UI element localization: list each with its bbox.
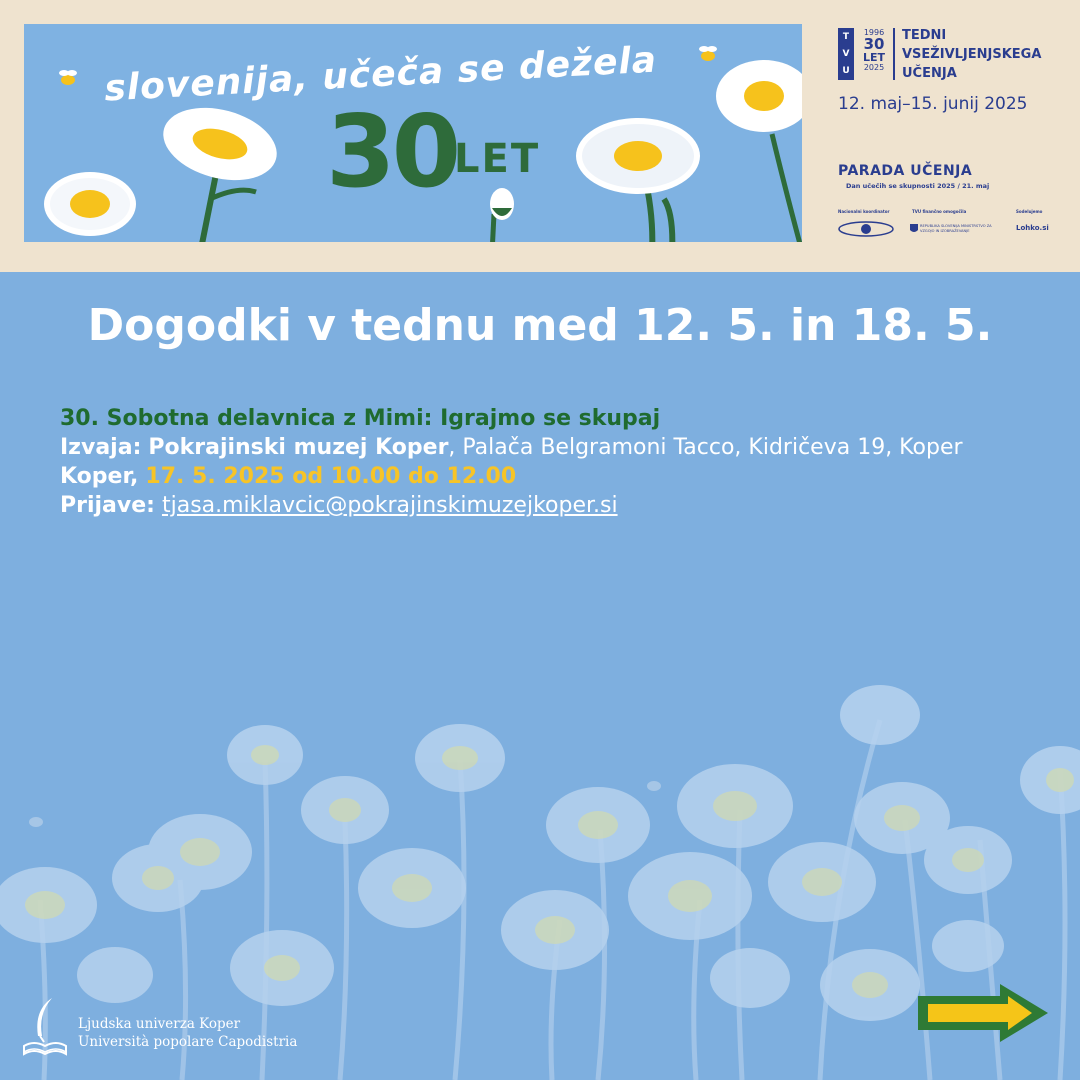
ministry-text: REPUBLIKA SLOVENIJA MINISTRSTVO ZA VZGOJO IN IZOBRAŽEVANJE bbox=[920, 224, 992, 233]
event-location: , Palača Belgramoni Tacco, Kidričeva 19, Koper bbox=[448, 435, 963, 460]
slovenia-coat-of-arms-icon bbox=[910, 224, 918, 234]
hero-slogan: slovenija, učeča se dežela bbox=[103, 39, 659, 110]
campaign-title: TEDNI VSEŽIVLJENJSKEGA UČENJA bbox=[902, 28, 1042, 81]
parada-title: PARADA UČENJA bbox=[838, 163, 973, 179]
coordinator-logo-icon bbox=[836, 218, 896, 240]
organization-name bbox=[78, 1015, 297, 1051]
event-organizer-line bbox=[60, 433, 1050, 462]
event-title: 30. Sobotna delavnica z Mimi: Igrajmo se skupaj bbox=[60, 406, 661, 431]
organizer-name: Pokrajinski muzej Koper bbox=[148, 435, 449, 460]
logo-divider bbox=[893, 28, 895, 80]
organizer-label: Izvaja: bbox=[60, 435, 142, 460]
event-datetime: 17. 5. 2025 od 10.00 do 12.00 bbox=[145, 464, 517, 489]
page-title: Dogodki v tednu med 12. 5. in 18. 5. bbox=[87, 300, 993, 351]
funding-label: TVU finančno omogočila bbox=[912, 209, 967, 214]
registration-email-link[interactable]: tjasa.miklavcic@pokrajinskimuzejkoper.si bbox=[161, 493, 618, 518]
tvu-letters: T V U bbox=[838, 28, 854, 80]
parada-subtitle: Dan učečih se skupnosti 2025 / 21. maj bbox=[846, 182, 990, 190]
tvu-years: 1996 30 LET 2025 bbox=[862, 28, 886, 72]
media-label: Sodelujemo bbox=[1016, 209, 1043, 214]
organization-name-it: Università popolare Capodistria bbox=[78, 1034, 298, 1050]
header-banner bbox=[0, 0, 1080, 272]
campaign-dates: 12. maj–15. junij 2025 bbox=[838, 94, 1028, 114]
event-city: Koper, bbox=[60, 464, 139, 489]
organization-name-sl: Ljudska univerza Koper bbox=[78, 1016, 241, 1032]
event-registration-line bbox=[60, 491, 1050, 520]
arrow-right-icon[interactable] bbox=[914, 982, 1052, 1044]
anniversary-number: 30 bbox=[326, 93, 458, 210]
anniversary-word: LET bbox=[454, 136, 541, 182]
hero-illustration-panel bbox=[24, 24, 802, 242]
tvu-logo bbox=[838, 28, 890, 82]
media-partner-logo: Lohko.si bbox=[1016, 224, 1049, 232]
quill-book-icon bbox=[22, 996, 68, 1060]
event-datetime-line bbox=[60, 462, 1050, 491]
event-details bbox=[60, 404, 1050, 520]
coordinator-label: Nacionalni koordinator bbox=[838, 209, 890, 214]
registration-label: Prijave: bbox=[60, 493, 155, 518]
